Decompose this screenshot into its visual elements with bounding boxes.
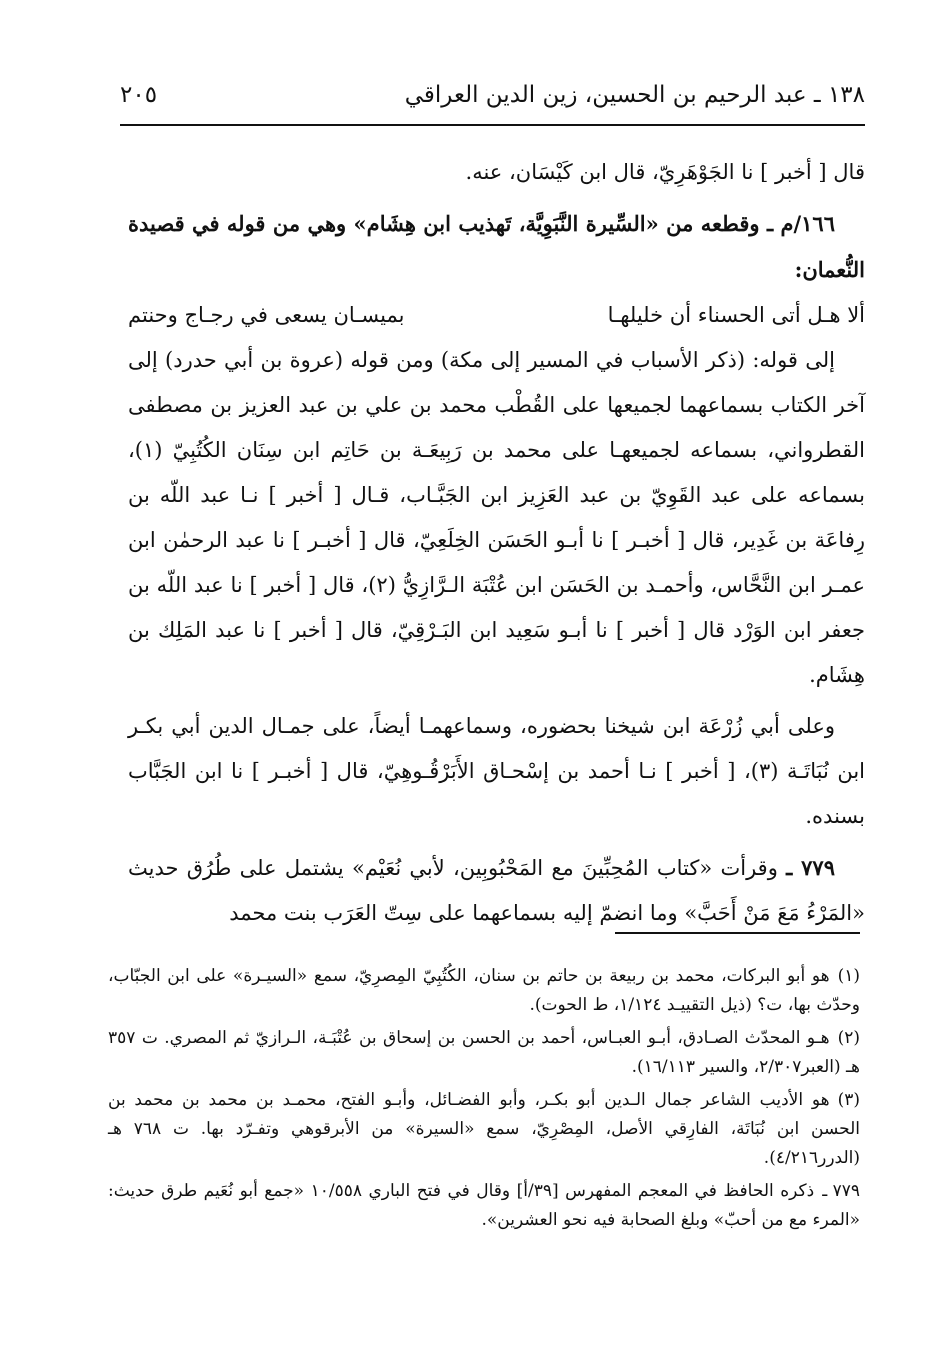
footnote-text: هو الأديب الشاعر جمال الـدين أبو بكـر، وأبو الفضـائل، وأبـو الفتح، محمـد بن محمد بن محمد بن الحسن ابن نُبَاتَة، الفارِقي الأصل، المِصْرِيّ، سمع «السيرة» من الأبرقوهي وتفـرّد بها. ت ٧٦٨ هـ (الدرر٤/٢١٦). <box>108 1090 860 1168</box>
footnote-number: (٣) <box>837 1090 860 1110</box>
entry-number: ١٦٦/م ـ <box>766 211 835 236</box>
running-header <box>120 78 865 118</box>
header-divider <box>120 124 865 126</box>
paragraph-chain: إلى قوله: (ذكر الأسباب في المسير إلى مكة) ومن قوله (عروة بن أبي حدرد) إلى آخر الكتاب بسماعهما لجميعها على القُطْب محمد بن علي بن عبد العزيز بن مصطفى القطرواني، بسماعه لجميعهـا على محمد بن رَبِيعَـة بن حَاتِم ابن سِنَان الكُتُبِيّ (١)، بسماعه على عبد القَوِيّ بن عبد العَزِيز ابن الجَبَّـاب، قـال [ أخبر ] نـا عبد اللّه بن رِفاعَة بن غَدِير، قال [ أخبـر ] نا أبـو الحَسَن الخِلَعِيّ، قال [ أخبـر ] نا عبد الرحمٰن ابن عمـر ابن النَّحَّاس، وأحمـد بن الحَسَن ابن عُتْبَة الـرَّازِيُّ (٢)، قال [ أخبر ] نا عبد اللّه بن جعفر ابن الوَرْد قال [ أخبر ] نا أبـو سَعِيد ابن البَـرْقِيّ، قال [ أخبر ] نا عبد المَلِك بن هِشَام. <box>128 348 865 687</box>
footnote-779 <box>108 1177 860 1235</box>
footnote-text: هـو المحدّث الصـادق، أبـو العبـاس، أحمد بن الحسن بن إسحاق بن عُتْبَـة، الـرازيّ ثم المصري. ت ٣٥٧ هـ (العبر٢/٣٠٧، والسير ١٦/١١٣). <box>108 1028 860 1077</box>
footnote-2 <box>108 1024 860 1082</box>
footnote-1 <box>108 962 860 1020</box>
entry-text: وقرأت «كتاب المُحِبِّينَ مع المَحْبُوبِين، لأبي نُعَيْم» يشتمل على طُرُق حديث «المَرْءُ مَعَ مَنْ أَحَبَّ» وما انضمّ إليه بسماعهما على سِتّ العَرَب بنت محمد <box>128 856 865 925</box>
page-number: ٢٠٥ <box>120 82 158 108</box>
verse-first-hemistich: ألا هـل أتى الحسناء أن خليلهـا <box>607 303 865 327</box>
paragraph-1: قال [ أخبر ] نا الجَوْهَرِيّ، قال ابن كَيْسَان، عنه. <box>465 160 865 184</box>
verse-second-hemistich: بميسـان يسعى في رجـاج وحنتم <box>128 303 405 327</box>
footnote-text: هو أبو البركات، محمد بن ربيعة بن حاتم بن سنان، الكُتُبِيّ المِصرِيّ، سمع «السيـرة» على ابن الجبّاب، وحدّث بها، ت؟ (ذيل التقييـد ١/١٢٤، ط الحوت). <box>108 966 860 1015</box>
footnote-number: (٢) <box>837 1028 860 1048</box>
footnotes <box>108 962 860 1239</box>
footnote-text: ذكره الحافظ في المعجم المفهرس [٣٩/أ] وقال في فتح الباري ١٠/٥٥٨ «جمع أبو نُعَيم طرق حديث: «المرء مع من أحبّ» وبلغ الصحابة فيه نحو العشرين». <box>108 1181 860 1230</box>
footnote-number: (١) <box>837 966 860 986</box>
footnote-number: ٧٧٩ ـ <box>822 1181 860 1201</box>
footnote-divider <box>615 932 860 934</box>
paragraph-entry-166 <box>128 201 865 293</box>
entry-number: ٧٧٩ ـ <box>786 855 835 880</box>
main-text <box>128 150 865 936</box>
poetry-verse <box>128 293 865 338</box>
footnote-3 <box>108 1086 860 1173</box>
paragraph-entry-779 <box>128 845 865 936</box>
paragraph-abu-zura: وعلى أبي زُرْعَة ابن شيخنا بحضوره، وسماعهمـا أيضاً، على جمـال الدين أبي بكـر ابن نُبَاتَـة (٣)، [ أخبر ] نـا أحمد بن إسْحـاق الأَبَرْقُـوهِيّ، قال [ أخبـر ] نا ابن الجَبَّاب بسنده. <box>128 714 865 828</box>
entry-text: وقطعه من «السِّيرة النَّبَوِيَّة، تَهذيب ابن هِشَام» وهي من قوله في قصيدة النُّعمان: <box>128 211 865 282</box>
chapter-title: ١٣٨ ـ عبد الرحيم بن الحسين، زين الدين العراقي <box>404 82 865 108</box>
